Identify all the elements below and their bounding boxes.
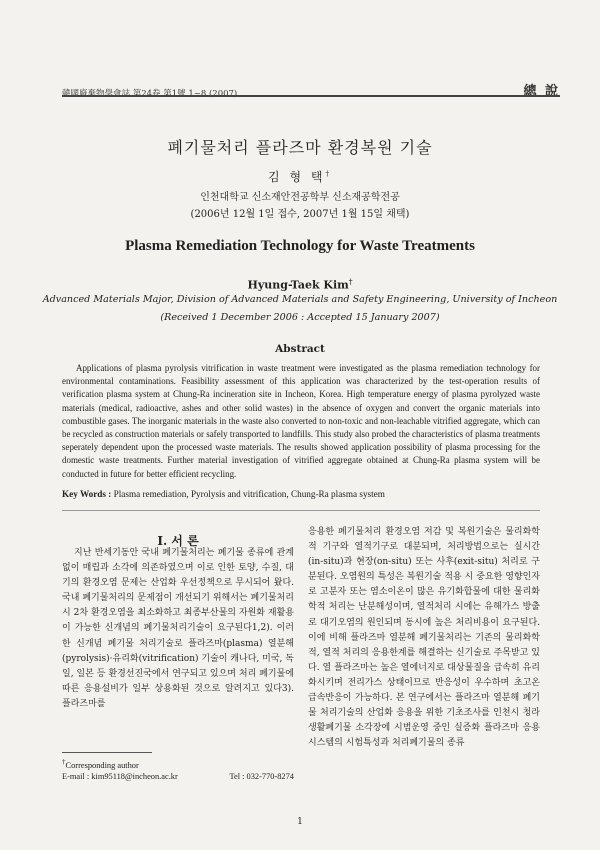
footnote-tel: Tel : 032-770-8274 bbox=[229, 771, 294, 781]
journal-citation: 韓國廢棄物學會誌 第24卷 第1號 1~8 (2007) bbox=[62, 89, 238, 99]
korean-title: 폐기물처리 플라즈마 환경복원 기술 bbox=[167, 138, 433, 157]
english-author bbox=[0, 277, 600, 292]
keywords-label: Key Words : bbox=[62, 489, 112, 499]
keywords bbox=[62, 489, 540, 499]
page-number: 1 bbox=[297, 817, 303, 827]
english-author-name: Hyung-Taek Kim bbox=[247, 278, 349, 292]
footnote-mark: † bbox=[62, 758, 66, 766]
abstract-body: Applications of plasma pyrolysis vitrification in waste treatment were investigated as the plasma remediation technology for environmental contaminations. Feasibility assessment of this application was characterized by the test-operation results of verification plasma system at Chung-Ra incineration site in Incheon, Korea. High temperature energy of plasma pyrolyzed waste materials (medical, radioactive, ashes and other solid wastes) in the absence of oxygen and convert the organic materials into combustible gases. The inorganic materials in the waste also converted to non-toxic and non-leachable vitrified aggregate, which can be recycled as construction materials or safely transported to landfills. This study also probed the characteristics of plasma treatments seperately dependent upon the processed waste materials. The results showed application possibility of plasma processing for the domestic waste treatments. Further material investigation of vitrified aggregate obtained at Chung-Ra plasma system will be conducted in future for better efficient recycling. bbox=[62, 363, 540, 479]
english-affiliation: Advanced Materials Major, Division of Advanced Materials and Safety Engineering, University of Incheon bbox=[42, 294, 558, 305]
english-title: Plasma Remediation Technology for Waste Treatments bbox=[125, 238, 475, 254]
footnote-email: E-mail : kim95118@incheon.ac.kr bbox=[62, 771, 178, 781]
korean-affiliation: 인천대학교 신소재안전공학부 신소재공학전공 bbox=[200, 192, 400, 203]
body-column-right: 응용한 폐기물처리 환경오염 저감 및 복원기술은 물리화학적 기구와 열적기구로 대분되며, 처리방법으로는 실시간(in-situ)과 현장(on-situ) 또는 사후(exit-situ) 처리로 구분된다. 오염원의 특성은 복원기술 적용 시 중요한 영향인자로 고분자 또는 염소이온이 많은 유기화합물에 대한 물리화학적 처리는 난분해성이며, 열적처리 시에는 유해가스 방출로 대기오염의 원인되며 동시에 높은 처리비용이 요구된다. 이에 비해 플라즈마 열분해 폐기물처리는 기존의 물리화학적, 열적 처리의 응용한계를 해결하는 신기술로 주목받고 있다. 열 플라즈마는 높은 열에너지로 대상물질을 급속히 유리화시키며 전리가스 상태이므로 반응성이 우수하며 초고온 급속반응이 가능하다. 본 연구에서는 플라즈마 열분해 폐기물 처리기술의 산업화 응용을 위한 기초조사를 인천시 청라 생활폐기물 소각장에 시범운영 중인 실증화 플라즈마 응용시스템의 시험특성과 처리폐기물의 종류 bbox=[308, 527, 540, 749]
footnote-rule bbox=[62, 752, 152, 753]
footnote-label: Corresponding author bbox=[65, 760, 139, 770]
section-type-label: 總 說 bbox=[523, 84, 560, 99]
korean-dates: (2006년 12월 1일 접수, 2007년 1월 15일 채택) bbox=[190, 209, 410, 220]
section-heading-introduction: I. 서 론 bbox=[157, 534, 199, 548]
body-column-left: 지난 반세기동안 국내 폐기물처리는 폐기물 종류에 관계없이 매립과 소각에 의존하였으며 이로 인한 토양, 수질, 대기의 환경오염 문제는 산업화 우선정책으로 무시되어 왔다. 국내 폐기물처리의 문제점이 개선되기 위해서는 폐기물처리 시 2차 환경오염을 최소화하고 최종부산물의 자원화 재활용이 가능한 신개념의 폐기물처리기술이 요구된다1,2). 이러한 신개념 폐기물 처리기술로 플라즈마(plasma) 열분해(pyrolysis)·유리화(vitrification) 기술이 캐나다, 미국, 독일, 일본 등 환경선진국에서 연구되고 있으며 처리 폐기물에 따른 응용설비가 일부 상용화된 것으로 알려지고 있다3). 플라즈마를 bbox=[62, 548, 294, 709]
keywords-value: Plasma remediation, Pyrolysis and vitrification, Chung-Ra plasma system bbox=[113, 489, 385, 499]
corresponding-mark: † bbox=[348, 277, 353, 286]
footnote bbox=[62, 757, 294, 782]
keywords-rule bbox=[62, 510, 540, 511]
korean-author bbox=[0, 168, 600, 185]
header-rule bbox=[62, 95, 560, 97]
english-dates: (Received 1 December 2006 : Accepted 15 January 2007) bbox=[160, 312, 440, 323]
korean-author-name: 김 형 택 bbox=[268, 170, 326, 184]
abstract-heading: Abstract bbox=[275, 343, 325, 355]
corresponding-mark: † bbox=[325, 170, 332, 178]
